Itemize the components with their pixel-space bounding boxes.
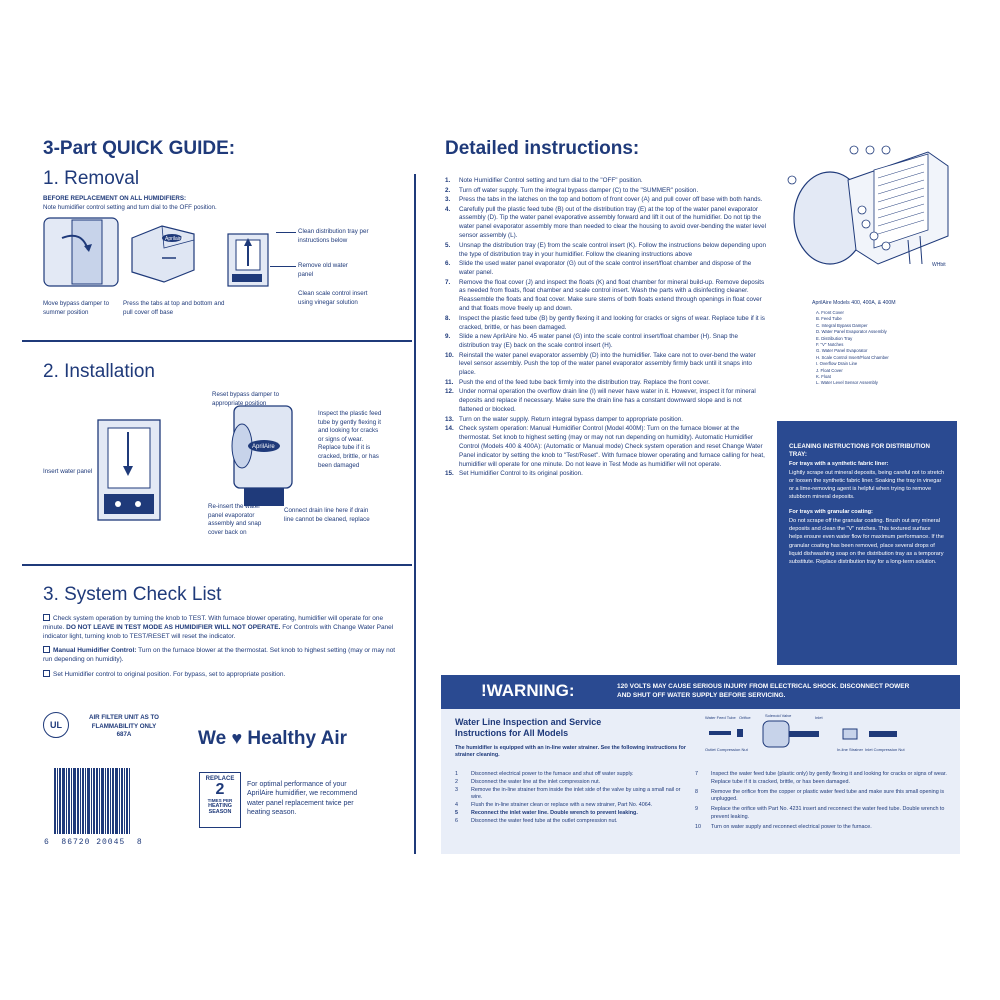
divider-installation [22,564,412,566]
warning-panel [441,675,960,854]
replace-badge [199,772,241,828]
valve-label-inlet-nut: Inlet Compression Nut [865,747,905,752]
caption-drain-line: Connect drain line here if drain line cannot be cleaned, replace [284,507,370,523]
heart-icon: ♥ [231,728,243,748]
water-step-number: 7 [695,771,698,777]
step-number: 4. [445,205,451,213]
part-item: F. "V" Notches [816,342,844,348]
water-step-number: 8 [695,788,698,795]
step-text: Slide the used water panel evaporator (G) out of the scale control insert/float chamber and dispose of the water panel. [459,260,752,277]
barcode [54,768,162,834]
step-number: 13. [445,415,454,423]
removal-panel-illustration [222,226,280,290]
water-step-text: Turn on water supply and reconnect electrical power to the furnace. [711,823,872,830]
water-step-number: 1 [455,771,458,777]
checklist-item-manual-text: Turn on the furnace blower at the thermostat. Set knob to highest setting (may or may not run depending on humidity). [43,647,396,664]
step [445,470,767,479]
caption-insert-panel: Insert water panel [43,468,93,475]
part-item: J. Float Cover [816,367,843,373]
step-number: 6. [445,260,451,268]
checklist-item-test-warning: DO NOT LEAVE IN TEST MODE AS HUMIDIFIER WILL NOT OPERATE. [66,623,281,631]
checkbox-icon[interactable] [43,670,50,677]
brand-slogan [198,728,347,750]
checklist-item-manual-head: Manual Humidifier Control: [53,647,137,655]
installation-title: 2. Installation [43,361,155,382]
caption-bypass-damper: Move bypass damper to summer position [43,300,110,316]
step [445,425,767,470]
water-step-number: 10 [695,823,701,830]
quick-guide-title: 3-Part QUICK GUIDE: [43,138,236,159]
checklist-title: 3. System Check List [43,584,222,605]
step-text: Remove the float cover (J) and inspect the floats (K) and float chamber for mineral build-up. Remove deposits as needed from floats, float chamber and scale control insert. Wash the parts with a disinfecting cleaner. Reassemble the floats and float cover. Make sure stems of both floats extend through openings in float cover and that floats move freely up and down. [459,278,765,313]
parts-list [816,310,936,387]
water-step-number: 2 [455,778,458,785]
step [445,279,767,315]
water-step-number: 6 [455,817,458,824]
part-item: L. Water Level Sensor Assembly [816,380,878,386]
checklist-item-original [43,670,401,680]
part-item: G. Water Panel Evaporator [816,348,868,354]
step [445,177,767,186]
water-step-text: Remove the in-line strainer from inside the inlet side of the valve by using a small nail or wire. [471,786,681,801]
step-number: 11. [445,378,454,386]
caption-press-tabs: Press the tabs at top and bottom and pull cover off base [123,300,225,316]
step-number: 9. [445,333,451,341]
cleaning-panel [777,421,957,665]
step-text: Slide a new AprilAire No. 45 water panel (G) into the scale control insert/float chamber (H). Snap the distribution tray (E) back on the scale control insert (H). [459,333,738,350]
step [445,187,767,196]
water-step [455,810,691,818]
cleaning-synthetic-text: Lightly scrape out mineral deposits, being careful not to stretch or loosen the synthetic fabric liner. Soaking the tray in vinegar or a lime-removing agent is helpful when trying to remove stubborn mineral deposits. [789,469,945,501]
step [445,206,767,242]
removal-damper-illustration [42,216,120,288]
checklist-item-original-text: Set Humidifier control to original position. For bypass, set to appropriate position. [53,670,286,678]
part-item: H. Scale Control Insert/Float Chamber [816,354,889,360]
step [445,242,767,260]
replace-badge-line1: REPLACE [205,776,235,782]
step [445,379,767,388]
step-number: 8. [445,314,451,322]
installation-panel-illustration [92,402,172,532]
detailed-steps [445,177,767,480]
step-number: 10. [445,351,454,359]
ul-text: AIR FILTER UNIT AS TO FLAMMABILITY ONLY 687A [88,714,159,739]
water-step [455,779,691,787]
installation-logo: AprilAire [252,444,275,450]
water-step [695,771,947,787]
step-number: 14. [445,425,454,433]
step-number: 12. [445,388,454,396]
step [445,196,767,205]
step-number: 15. [445,470,454,478]
checklist [43,614,401,685]
cleaning-granular-text: Do not scrape off the granular coating. Brush out any mineral deposits and clean the "V" notches. This textured surface helps ensure even water flow for maximum performance. If the granular coating has been removed, place several drops of liquid dishwashing soap on the distribution tray as a temporary substitute. Replace distribution tray for a long-term solution. [789,518,944,566]
water-step-text: Inspect the water feed tube (plastic only) by gently flexing it and looking for cracks or signs of wear. Replace tube if it is cracked, brittle, or has been damaged. [711,771,947,785]
part-item: I. Overflow Drain Line [816,361,858,367]
valve-label-solenoid: Solenoid Valve [765,713,792,718]
caption-reinsert-panel: Re-insert the water panel evaporator assembly and snap cover back on [208,503,262,536]
step-text: Inspect the plastic feed tube (B) by gently flexing it and looking for cracks or signs of wear. Replace tube if it is cracked, brittle, or has been damaged. [459,314,765,331]
step-number: 2. [445,186,451,194]
caption-reset-damper: Reset bypass damper to appropriate position [212,391,280,407]
step-text: Unsnap the distribution tray (E) from the scale control insert (K). Follow the instructions below depending upon the type of distribution tray in your humidifier. Follow the cleaning instructions above [459,241,766,258]
replace-badge-line4: HEATING SEASON [208,803,232,815]
step [445,260,767,278]
part-item: A. Front Cover [816,310,844,315]
divider-removal [22,340,412,342]
water-step-text: Disconnect electrical power to the furnace and shut off water supply. [471,771,634,777]
warning-bar [441,675,960,709]
step [445,315,767,333]
water-steps-left [455,771,691,826]
cleaning-title: CLEANING INSTRUCTIONS FOR DISTRIBUTION TRAY: [789,443,930,458]
replace-badge-line3: TIMES PER [207,798,233,803]
ul-logo: UL [43,712,69,738]
water-step-text: Reconnect the inlet water line. Double wrench to prevent leaking. [471,809,638,816]
part-item: D. Water Panel Evaporator Assembly [816,329,887,335]
valve-label-feed-tube: Water Feed Tube [705,715,736,720]
water-line-title: Water Line Inspection and Service Instructions for All Models [455,717,602,738]
valve-label-outlet-nut: Outlet Compression Nut [705,747,748,752]
water-step-text: Replace the orifice with Part No. 4231 insert and reconnect the water feed tube. Double wrench to prevent leaking. [711,806,945,820]
step-text: Push the end of the feed tube back firmly into the distribution tray. Replace the front cover. [459,378,710,386]
step-number: 3. [445,196,451,203]
valve-diagram [703,711,923,759]
water-step-text: Disconnect the water line at the inlet compression nut. [471,778,601,785]
step-text: Turn off water supply. Turn the integral bypass damper (C) to the "SUMMER" position. [459,186,699,194]
caption-remove-panel: Remove old water panel [298,262,348,278]
step-text: Reinstall the water panel evaporator assembly (D) into the humidifier. Take care not to over-bend the water level sensor assembly. Push the top of the water panel evaporator assembly firmly back until it snaps into place. [459,351,756,377]
water-line-intro: The humidifier is equipped with an in-line water strainer. See the following instructions for strainer cleaning. [455,745,686,759]
step-text: Carefully pull the plastic feed tube (B) out of the distribution tray (E) at the top of the water panel evaporator assembly (D). Tip the water panel evaporative assembly forward and lift it out of the humidifier. Do not tip the water panel evaporator assembly more than needed to clear the housing to avoid over-bending the water level sensor assembly (L). [459,205,766,240]
replace-text: For optimal performance of your AprilAire humidifier, we recommend water panel replacement twice per heating season. [247,781,358,817]
diagram-model-label: WHbit [932,262,946,268]
water-step-text: Disconnect the water feed tube at the outlet compression nut. [471,817,618,824]
barcode-number: 6 86720 20045 8 [44,838,143,847]
removal-logo: Aprilaire [165,236,184,242]
part-item: B. Feed Tube [816,316,842,322]
water-step [455,771,691,779]
step-text: Set Humidifier Control to its original position. [459,470,583,478]
brand-we: We [198,728,227,749]
step-text: Turn on the water supply. Return integral bypass damper to appropriate position. [459,415,684,423]
checklist-item-manual [43,646,401,665]
diagram-title: AprilAire Models 400, 400A, & 400M [812,300,896,306]
brand-healthy-air: Healthy Air [247,728,348,749]
water-step [455,787,691,803]
caption-leader-lines [276,232,296,233]
water-step-number: 9 [695,806,698,813]
step [445,416,767,425]
before-note: BEFORE REPLACEMENT ON ALL HUMIDIFIERS: [43,195,187,202]
water-step [695,824,947,832]
checklist-item-test-note: For Controls with Change Water Panel indicator light, turning knob to TEST/RESET will reset the indicator. [43,623,394,640]
step-text: Note Humidifier Control setting and turn dial to the "OFF" position. [459,177,643,184]
caption-clean-tray: Clean distribution tray per instructions below [298,228,369,244]
removal-title: 1. Removal [43,168,140,189]
step [445,352,767,379]
step-number: 1. [445,177,451,184]
caption-clean-insert: Clean scale control insert using vinegar solution [298,290,368,306]
replace-badge-number: 2 [215,781,225,798]
water-step-text: Flush the in-line strainer clean or replace with a new strainer, Part No. 4064. [471,802,653,809]
center-divider [414,174,416,854]
step [445,333,767,351]
step-text: Press the tabs in the latches on the top and bottom of front cover (A) and pull cover off base with both hands. [459,196,763,203]
warning-text: 120 VOLTS MAY CAUSE SERIOUS INJURY FROM ELECTRICAL SHOCK. DISCONNECT POWER AND SHUT OFF WATER SUPPLY BEFORE SERVICING. [617,683,910,699]
step-number: 7. [445,278,451,286]
step [445,388,767,415]
step-text: Under normal operation the overflow drain line (I) will never have water in it. However, inspect it for mineral deposits and replace if necessary. Make sure the drain line has a constant downward slope and is not flattened or blocked. [459,388,756,414]
cleaning-granular-head: For trays with granular coating: [789,509,873,516]
part-item: C. Integral Bypass Damper [816,322,868,328]
checkbox-icon[interactable] [43,646,50,653]
removal-cover-illustration [122,218,202,288]
valve-label-orifice: Orifice [739,715,751,720]
water-steps-right [695,771,947,832]
valve-label-strainer: In-line Strainer [837,747,864,752]
part-item: E. Distribution Tray [816,335,853,341]
caption-leader-line-2 [270,266,296,267]
exploded-diagram [778,140,958,270]
water-step [695,789,947,805]
part-item: K. Float [816,374,831,380]
water-step-text: Remove the orifice from the copper or plastic water feed tube and make sure this small opening is unplugged. [711,788,945,803]
detailed-title: Detailed instructions: [445,138,640,159]
water-step [695,806,947,822]
caption-inspect-tube: Inspect the plastic feed tube by gently flexing it and looking for cracks or signs of wear. Replace tube if it is cracked, brittle, or has been damaged [318,410,382,469]
valve-label-inlet: Inlet [815,715,823,720]
step-text: Check system operation: Manual Humidifier Control (Model 400M): Turn on the furnace blower at the thermostat. Set knob to highest setting (may or may not run depending on humidity). Automatic Humidifier Control (Models 400 & 400A): (Automatic or Manual mode) Check system operation and reset Change Water Panel indicator by setting the knob to "Test/Reset". With furnace blower operating and furnace calling for heat, humidifier will operate for one minute. Do not leave in Test Mode as humidifier will not operate. [459,425,765,468]
warning-title: !WARNING: [481,681,575,700]
water-step-number: 4 [455,802,458,809]
checkbox-icon[interactable] [43,614,50,621]
cleaning-synthetic-head: For trays with a synthetic fabric liner: [789,461,889,467]
water-step-number: 5 [455,809,458,816]
installation-cover-illustration [224,400,302,512]
removal-instruction: Note humidifier control setting and turn dial to the OFF position. [43,204,217,211]
checklist-item-test [43,614,401,641]
step-number: 5. [445,241,451,249]
checklist-item-test-text: Check system operation by turning the knob to TEST. With furnace blower operating, humidifier will operate for one minute. [43,615,384,631]
water-step [455,802,691,810]
water-step-number: 3 [455,786,458,793]
water-step [455,818,691,826]
